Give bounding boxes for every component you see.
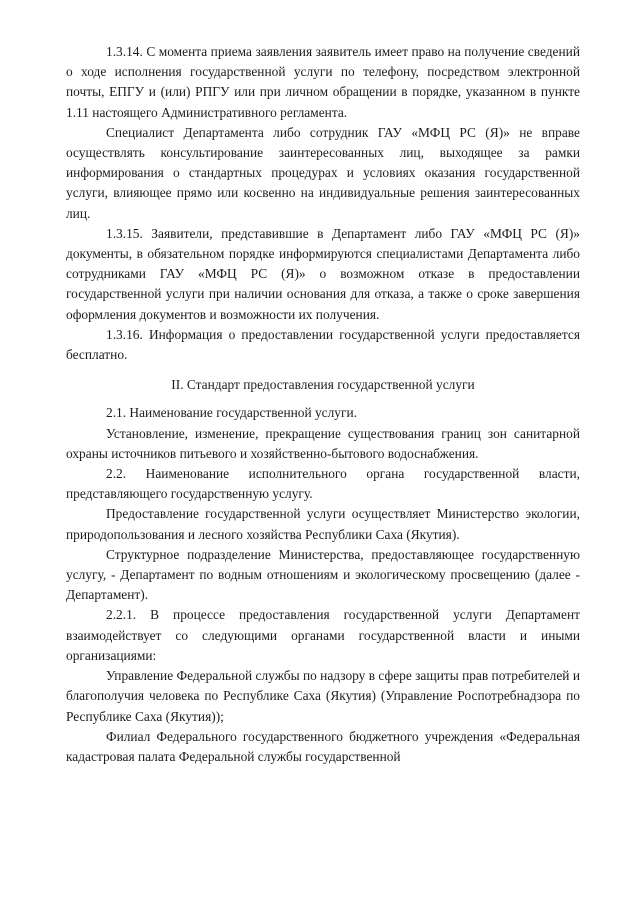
paragraph-ministry: Предоставление государственной услуги осуществляет Министерство экологии, природопользования и лесного хозяйства Республики Саха (Якутия).: [66, 506, 580, 542]
paragraph-2-2: 2.2. Наименование исполнительного органа государственной власти, представляющего государственную услугу.: [66, 466, 580, 502]
paragraph-specialist: Специалист Департамента либо сотрудник ГАУ «МФЦ РС (Я)» не вправе осуществлять консультирование заинтересованных лиц, выходящее за рамки информирования о стандартных процедурах и условиях оказания государственной услуги, влияющее прямо или косвенно на индивидуальные решения заинтересованных лиц.: [66, 124, 580, 221]
paragraph-2-1: 2.1. Наименование государственной услуги.: [106, 405, 358, 421]
paragraph-service-name: Установление, изменение, прекращение существования границ зон санитарной охраны источников питьевого и хозяйственно-бытового водоснабжения.: [66, 425, 580, 461]
paragraph-1-3-15: 1.3.15. Заявители, представившие в Департамент либо ГАУ «МФЦ РС (Я)» документы, в обязательном порядке информируются специалистами Департамента либо сотрудниками ГАУ «МФЦ РС (Я)» о возможном отказе в предоставлении государственной услуги при наличии основания для отказа, а также о сроке завершения оформления документов и возможности их получения.: [66, 225, 580, 322]
paragraph-cadastral-chamber: Филиал Федерального государственного бюджетного учреждения «Федеральная кадастровая палата Федеральной службы государственной: [66, 728, 580, 764]
document-body: [66, 42, 580, 767]
section-heading: II. Стандарт предоставления государственной услуги: [171, 377, 475, 393]
paragraph-2-2-1: 2.2.1. В процессе предоставления государственной услуги Департамент взаимодействует со следующими органами государственной власти и иными организациями:: [66, 607, 580, 663]
paragraph-1-3-16: 1.3.16. Информация о предоставлении государственной услуги предоставляется бесплатно.: [66, 326, 580, 363]
paragraph-rospotrebnadzor: Управление Федеральной службы по надзору в сфере защиты прав потребителей и благополучия человека по Республике Саха (Якутия) (Управление Роспотребнадзора по Республике Саха (Якутия));: [66, 668, 580, 724]
paragraph-department: Структурное подразделение Министерства, предоставляющее государственную услугу, - Департамент по водным отношениям и экологическому просвещению (далее - Департамент).: [66, 546, 580, 603]
paragraph-1-3-14: 1.3.14. С момента приема заявления заявитель имеет право на получение сведений о ходе исполнения государственной услуги по телефону, посредством электронной почты, ЕПГУ и (или) РПГУ или при личном обращении в порядке, указанном в пункте 1.11 настоящего Административного регламента.: [66, 44, 580, 120]
